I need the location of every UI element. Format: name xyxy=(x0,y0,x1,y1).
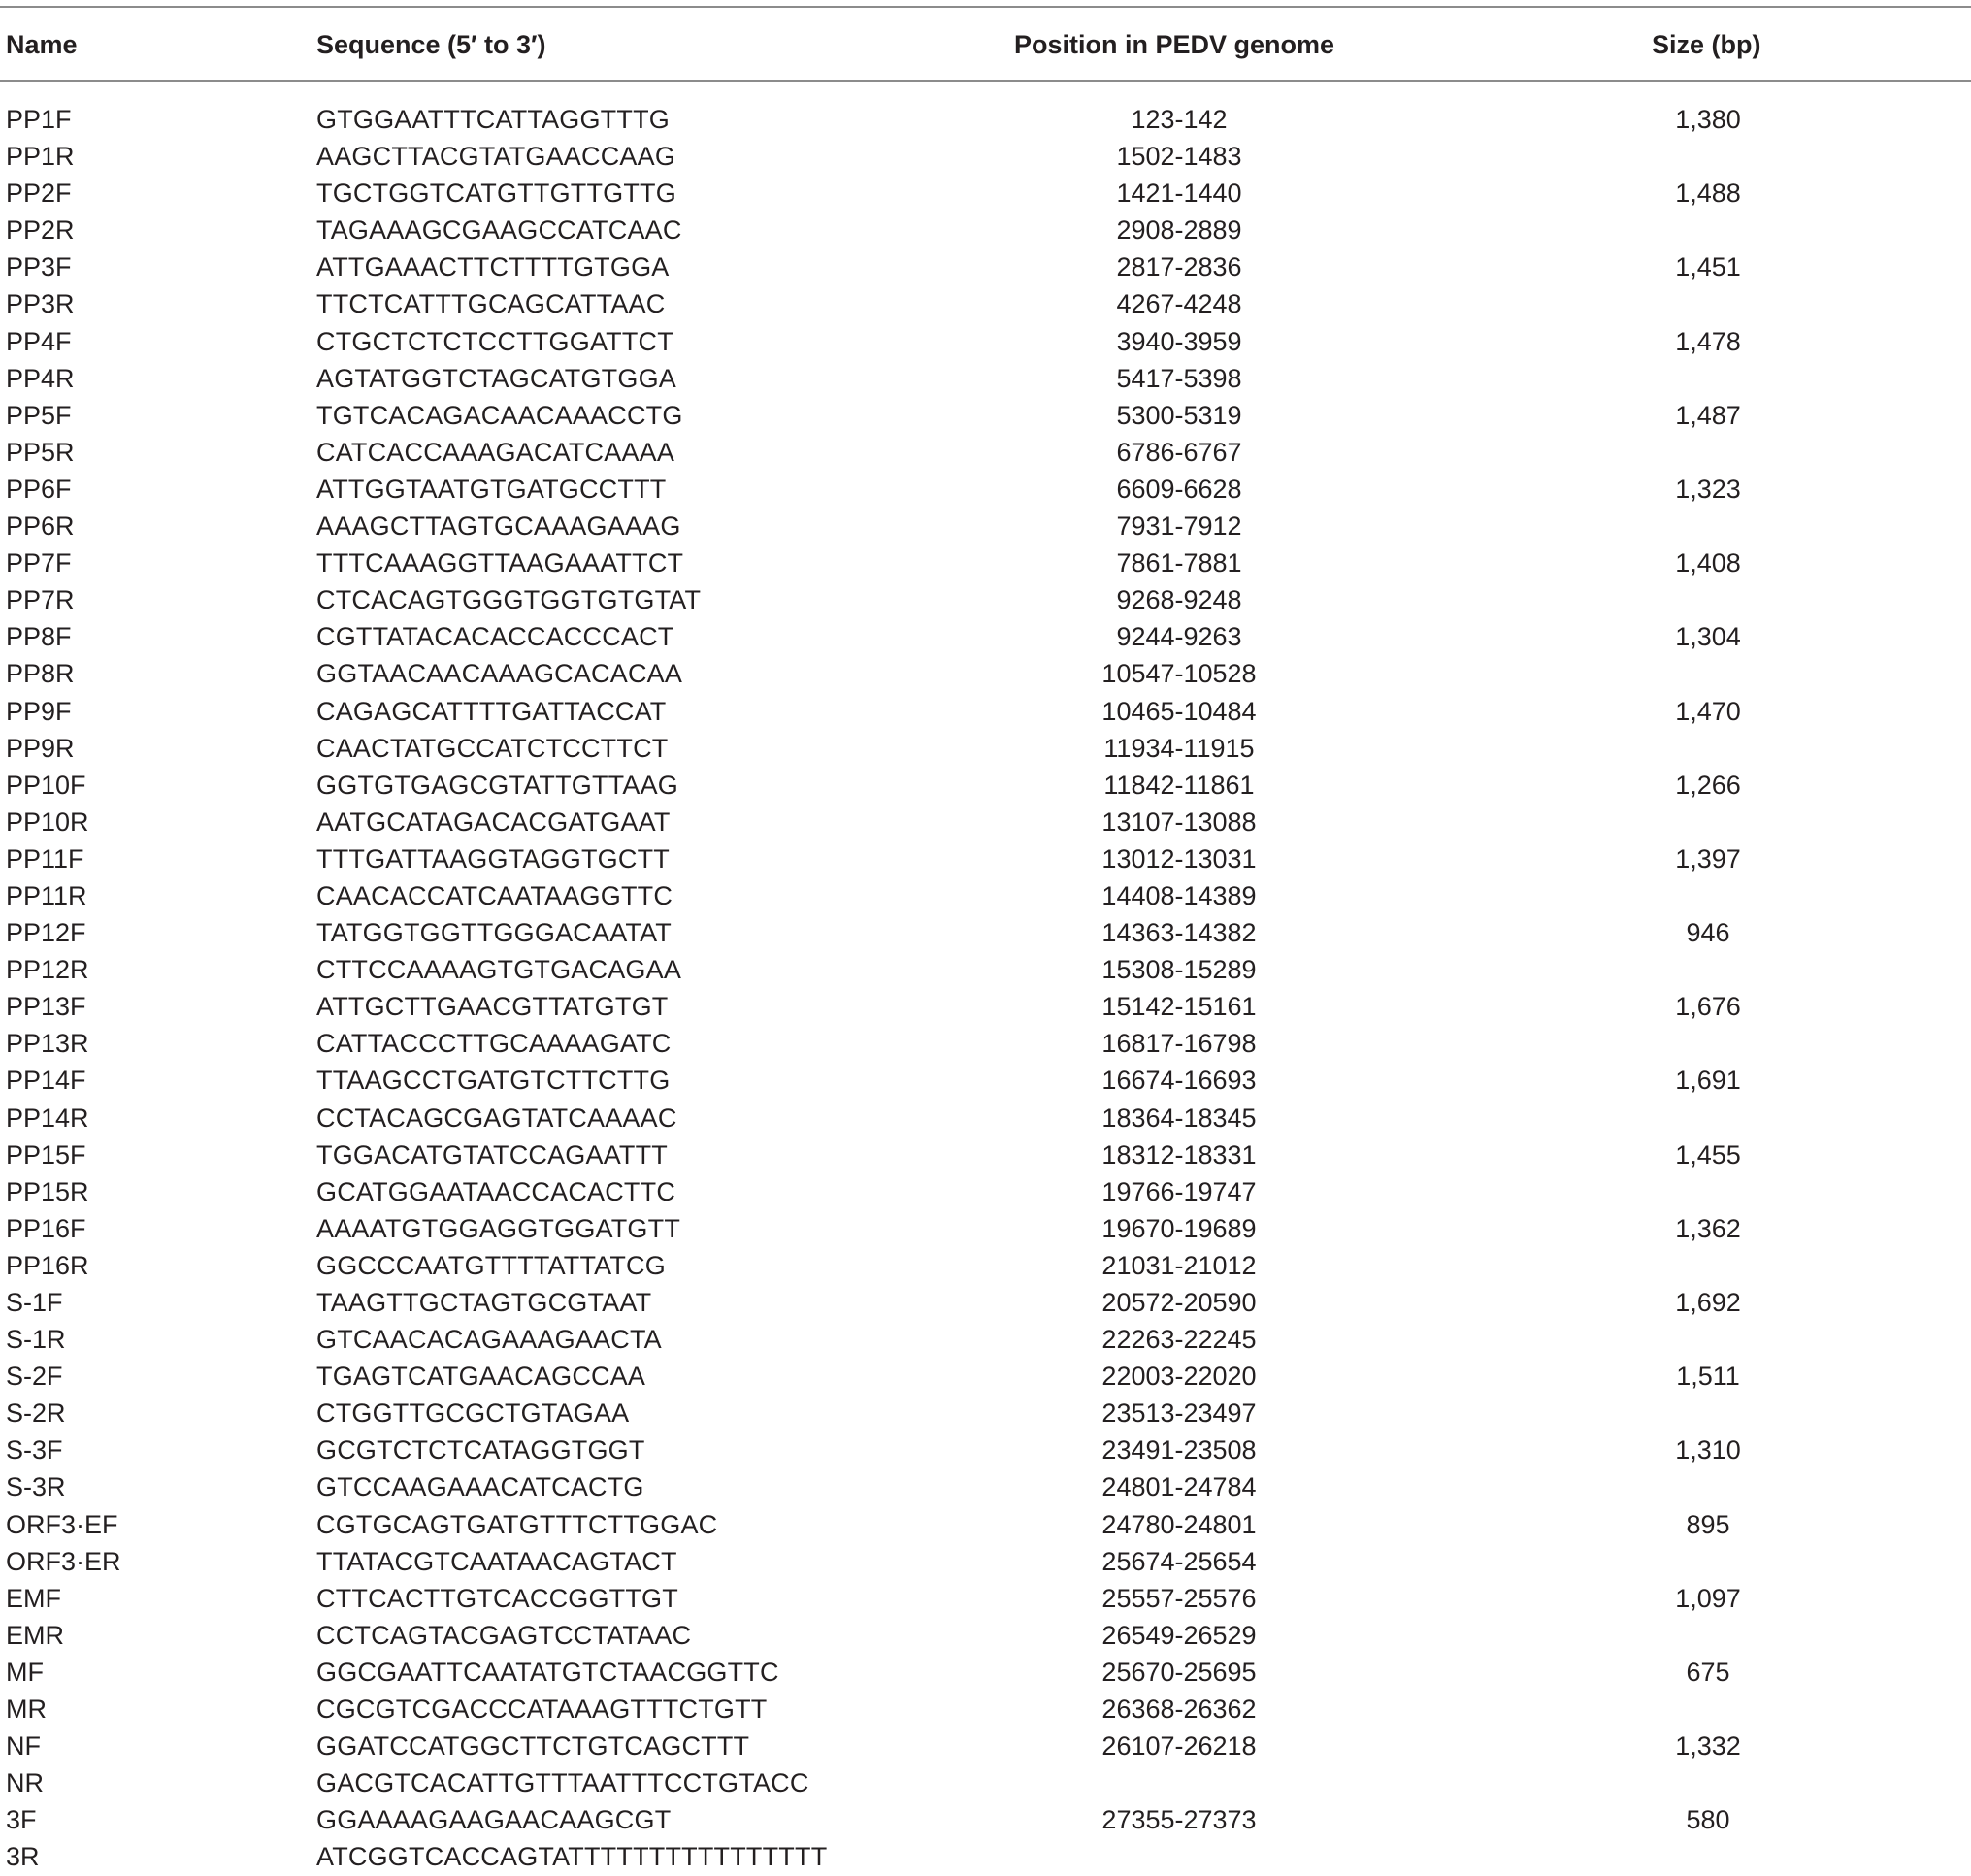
table-row xyxy=(0,1801,1971,1838)
genome-position: 18312-18331 xyxy=(1101,1139,1257,1169)
table-row xyxy=(0,212,1971,248)
table-row xyxy=(0,248,1971,285)
amplicon-size: 1,691 xyxy=(1675,1066,1741,1096)
genome-position: 15308-15289 xyxy=(1101,955,1257,985)
primer-sequence: CAACACCATCAATAAGGTTC xyxy=(316,880,673,910)
primer-sequence: GGAAAAGAAGAACAAGCGT xyxy=(316,1805,672,1835)
primer-sequence: GGATCCATGGCTTCTGTCAGCTTT xyxy=(316,1731,750,1761)
table-row xyxy=(0,618,1971,655)
genome-position: 5300-5319 xyxy=(1116,400,1242,430)
primer-name: S-2R xyxy=(6,1399,66,1429)
genome-position: 10465-10484 xyxy=(1101,696,1257,726)
primer-sequence: CGTGCAGTGATGTTTCTTGGAC xyxy=(316,1509,718,1539)
table-row xyxy=(0,1100,1971,1136)
table-row xyxy=(0,988,1971,1025)
genome-position: 25674-25654 xyxy=(1101,1546,1257,1576)
table-row xyxy=(0,360,1971,397)
table-row xyxy=(0,1838,1971,1875)
primer-sequence: GTCCAAGAAACATCACTG xyxy=(316,1472,644,1502)
table-header xyxy=(0,19,1971,70)
primer-name: NF xyxy=(6,1731,41,1761)
table-row xyxy=(0,323,1971,360)
genome-position: 7931-7912 xyxy=(1116,511,1242,542)
primer-name: PP9R xyxy=(6,733,75,763)
table-row xyxy=(0,397,1971,434)
genome-position: 2908-2889 xyxy=(1116,215,1242,246)
amplicon-size: 1,408 xyxy=(1675,548,1741,578)
amplicon-size: 1,362 xyxy=(1675,1213,1741,1243)
genome-position: 14408-14389 xyxy=(1101,880,1257,910)
primer-name: PP6R xyxy=(6,511,75,542)
primer-name: PP12R xyxy=(6,955,89,985)
genome-position: 24780-24801 xyxy=(1101,1509,1257,1539)
primer-name: EMF xyxy=(6,1583,61,1613)
primer-name: S-1F xyxy=(6,1288,63,1317)
amplicon-size: 1,488 xyxy=(1675,179,1741,209)
primer-name: PP5F xyxy=(6,400,72,430)
genome-position: 19670-19689 xyxy=(1101,1213,1257,1243)
table-row xyxy=(0,1358,1971,1395)
amplicon-size: 1,380 xyxy=(1675,105,1741,134)
primer-name: PP13R xyxy=(6,1029,89,1059)
genome-position: 26107-26218 xyxy=(1101,1731,1257,1761)
primer-sequence: CCTCAGTACGAGTCCTATAAC xyxy=(316,1620,692,1650)
table-row xyxy=(0,730,1971,767)
genome-position: 13012-13031 xyxy=(1101,843,1257,873)
header-name: Name xyxy=(6,30,78,59)
primer-name: PP10F xyxy=(6,770,86,800)
primer-sequence: CTTCACTTGTCACCGGTTGT xyxy=(316,1583,678,1613)
primer-sequence: AAAATGTGGAGGTGGATGTT xyxy=(316,1213,681,1243)
amplicon-size: 1,304 xyxy=(1675,622,1741,652)
primer-name: PP4R xyxy=(6,363,75,393)
amplicon-size: 946 xyxy=(1686,918,1730,948)
table-row xyxy=(0,1764,1971,1801)
primer-sequence: CTGGTTGCGCTGTAGAA xyxy=(316,1399,630,1429)
primer-sequence: TTTGATTAAGGTAGGTGCTT xyxy=(316,843,670,873)
amplicon-size: 1,332 xyxy=(1675,1731,1741,1761)
primer-sequence: TGAGTCATGAACAGCCAA xyxy=(316,1362,646,1392)
table-row xyxy=(0,1136,1971,1173)
genome-position: 25670-25695 xyxy=(1101,1657,1257,1687)
table-row xyxy=(0,951,1971,988)
table-row xyxy=(0,1543,1971,1580)
primer-name: PP11R xyxy=(6,880,87,910)
primer-sequence: CCTACAGCGAGTATCAAAAC xyxy=(316,1103,677,1133)
table-row xyxy=(0,1173,1971,1210)
primer-sequence: GACGTCACATTGTTTAATTTCCTGTACC xyxy=(316,1768,809,1798)
genome-position: 14363-14382 xyxy=(1101,918,1257,948)
genome-position: 3940-3959 xyxy=(1116,326,1242,356)
primer-sequence: CAGAGCATTTTGATTACCAT xyxy=(316,696,667,726)
table-row xyxy=(0,1506,1971,1543)
primer-name: PP11F xyxy=(6,843,84,873)
primer-name: PP14R xyxy=(6,1103,89,1133)
primer-name: S-3F xyxy=(6,1435,63,1465)
genome-position: 10547-10528 xyxy=(1101,659,1257,689)
amplicon-size: 1,266 xyxy=(1675,770,1741,800)
primer-sequence: GGTGTGAGCGTATTGTTAAG xyxy=(316,770,678,800)
table-row xyxy=(0,1284,1971,1321)
amplicon-size: 1,097 xyxy=(1675,1583,1741,1613)
primer-sequence: CGTTATACACACCACCCACT xyxy=(316,622,674,652)
table-row xyxy=(0,877,1971,914)
primer-sequence: AAGCTTACGTATGAACCAAG xyxy=(316,142,676,172)
genome-position: 6609-6628 xyxy=(1116,474,1242,504)
primer-name: PP15R xyxy=(6,1176,89,1206)
table-row xyxy=(0,508,1971,544)
genome-position: 2817-2836 xyxy=(1116,252,1242,282)
table-row xyxy=(0,471,1971,508)
primer-sequence: AGTATGGTCTAGCATGTGGA xyxy=(316,363,676,393)
primer-name: S-1R xyxy=(6,1325,66,1355)
primer-name: PP16R xyxy=(6,1250,89,1280)
primer-name: PP13F xyxy=(6,992,86,1022)
amplicon-size: 1,455 xyxy=(1675,1139,1741,1169)
header-position: Position in PEDV genome xyxy=(1014,30,1335,59)
primer-sequence: AATGCATAGACACGATGAAT xyxy=(316,806,671,837)
genome-position: 11934-11915 xyxy=(1103,733,1255,763)
primer-name: EMR xyxy=(6,1620,64,1650)
primer-name: PP3R xyxy=(6,289,75,319)
table-row xyxy=(0,840,1971,877)
primer-sequence: CATTACCCTTGCAAAAGATC xyxy=(316,1029,672,1059)
amplicon-size: 1,451 xyxy=(1675,252,1741,282)
primer-sequence: CTGCTCTCTCCTTGGATTCT xyxy=(316,326,673,356)
primer-name: PP14F xyxy=(6,1066,86,1096)
genome-position: 4267-4248 xyxy=(1116,289,1242,319)
table-row xyxy=(0,138,1971,175)
table-row xyxy=(0,544,1971,581)
genome-position: 20572-20590 xyxy=(1101,1288,1257,1317)
table-body xyxy=(0,101,1971,1876)
primer-sequence: TAAGTTGCTAGTGCGTAAT xyxy=(316,1288,652,1317)
primer-sequence: TATGGTGGTTGGGACAATAT xyxy=(316,918,672,948)
header-rule xyxy=(0,80,1971,82)
table-row xyxy=(0,1210,1971,1247)
primer-sequence: TAGAAAGCGAAGCCATCAAC xyxy=(316,215,682,246)
primer-sequence: ATTGGTAATGTGATGCCTTT xyxy=(316,474,667,504)
genome-position: 7861-7881 xyxy=(1116,548,1242,578)
primer-name: PP9F xyxy=(6,696,72,726)
amplicon-size: 1,692 xyxy=(1675,1288,1741,1317)
primer-name: MR xyxy=(6,1695,47,1725)
primer-sequence: CATCACCAAAGACATCAAAA xyxy=(316,437,675,467)
genome-position: 16817-16798 xyxy=(1101,1029,1257,1059)
primer-sequence: GCGTCTCTCATAGGTGGT xyxy=(316,1435,645,1465)
primer-name: PP7R xyxy=(6,585,75,615)
table-row xyxy=(0,1654,1971,1691)
genome-position: 23513-23497 xyxy=(1101,1399,1257,1429)
table-row xyxy=(0,693,1971,730)
genome-position: 9244-9263 xyxy=(1116,622,1242,652)
genome-position: 23491-23508 xyxy=(1101,1435,1257,1465)
header-sequence: Sequence (5′ to 3′) xyxy=(316,30,546,59)
genome-position: 19766-19747 xyxy=(1101,1176,1257,1206)
table-row xyxy=(0,655,1971,692)
genome-position: 26549-26529 xyxy=(1101,1620,1257,1650)
primer-name: PP7F xyxy=(6,548,72,578)
primer-sequence: TGGACATGTATCCAGAATTT xyxy=(316,1139,668,1169)
amplicon-size: 1,310 xyxy=(1675,1435,1741,1465)
table-row xyxy=(0,434,1971,471)
table-row xyxy=(0,1432,1971,1468)
top-rule xyxy=(0,6,1971,8)
primer-sequence: ATTGCTTGAACGTTATGTGT xyxy=(316,992,669,1022)
primer-name: PP6F xyxy=(6,474,72,504)
primer-name: PP10R xyxy=(6,806,89,837)
genome-position: 18364-18345 xyxy=(1101,1103,1257,1133)
primer-sequence: TGTCACAGACAACAAACCTG xyxy=(316,400,683,430)
table-row xyxy=(0,285,1971,322)
table-row xyxy=(0,1617,1971,1654)
primer-sequence: GTGGAATTTCATTAGGTTTG xyxy=(316,105,670,134)
primer-sequence: GGCCCAATGTTTTATTATCG xyxy=(316,1250,666,1280)
table-row xyxy=(0,1728,1971,1764)
table-row xyxy=(0,1468,1971,1505)
table-row xyxy=(0,1062,1971,1099)
primer-sequence: GCATGGAATAACCACACTTC xyxy=(316,1176,676,1206)
genome-position: 9268-9248 xyxy=(1116,585,1242,615)
primer-name: PP8R xyxy=(6,659,75,689)
primer-name: PP2R xyxy=(6,215,75,246)
amplicon-size: 1,487 xyxy=(1675,400,1741,430)
genome-position: 1502-1483 xyxy=(1116,142,1242,172)
table-row xyxy=(0,1580,1971,1617)
genome-position: 11842-11861 xyxy=(1103,770,1255,800)
primer-sequence: GGCGAATTCAATATGTCTAACGGTTC xyxy=(316,1657,779,1687)
amplicon-size: 895 xyxy=(1686,1509,1730,1539)
genome-position: 24801-24784 xyxy=(1101,1472,1257,1502)
primer-name: 3R xyxy=(6,1842,40,1872)
primer-name: ORF3·ER xyxy=(6,1546,121,1576)
table-row xyxy=(0,1321,1971,1358)
primer-name: 3F xyxy=(6,1805,37,1835)
genome-position: 15142-15161 xyxy=(1101,992,1257,1022)
genome-position: 22263-22245 xyxy=(1101,1325,1257,1355)
table-row xyxy=(0,804,1971,840)
primer-name: PP4F xyxy=(6,326,72,356)
primer-name: PP12F xyxy=(6,918,86,948)
primer-name: PP8F xyxy=(6,622,72,652)
primer-name: PP1F xyxy=(6,105,72,134)
table-row xyxy=(0,767,1971,804)
primer-sequence: CAACTATGCCATCTCCTTCT xyxy=(316,733,669,763)
genome-position: 6786-6767 xyxy=(1116,437,1242,467)
primer-sequence: TTCTCATTTGCAGCATTAAC xyxy=(316,289,666,319)
amplicon-size: 1,478 xyxy=(1675,326,1741,356)
table-row xyxy=(0,1691,1971,1728)
amplicon-size: 1,323 xyxy=(1675,474,1741,504)
genome-position: 26368-26362 xyxy=(1101,1695,1257,1725)
table-row xyxy=(0,1247,1971,1284)
table-row xyxy=(0,101,1971,138)
header-size: Size (bp) xyxy=(1652,30,1761,59)
primer-sequence: AAAGCTTAGTGCAAAGAAAG xyxy=(316,511,681,542)
primer-sequence: CTTCCAAAAGTGTGACAGAA xyxy=(316,955,682,985)
genome-position: 1421-1440 xyxy=(1116,179,1242,209)
table-row xyxy=(0,1025,1971,1062)
genome-position: 13107-13088 xyxy=(1101,806,1257,837)
table-row xyxy=(0,914,1971,951)
primer-name: PP16F xyxy=(6,1213,86,1243)
primer-name: PP3F xyxy=(6,252,72,282)
genome-position: 27355-27373 xyxy=(1101,1805,1257,1835)
primer-name: NR xyxy=(6,1768,44,1798)
primer-sequence: TTTCAAAGGTTAAGAAATTCT xyxy=(316,548,684,578)
primer-sequence: ATTGAAACTTCTTTTGTGGA xyxy=(316,252,670,282)
amplicon-size: 1,511 xyxy=(1676,1362,1740,1392)
primer-sequence: GTCAACACAGAAAGAACTA xyxy=(316,1325,662,1355)
primer-name: PP15F xyxy=(6,1139,86,1169)
primer-name: PP2F xyxy=(6,179,72,209)
primer-sequence: GGTAACAACAAAGCACACAA xyxy=(316,659,683,689)
primer-name: MF xyxy=(6,1657,44,1687)
primer-sequence: CGCGTCGACCCATAAAGTTTCTGTT xyxy=(316,1695,768,1725)
primer-sequence: TTAAGCCTGATGTCTTCTTG xyxy=(316,1066,671,1096)
primer-sequence: TGCTGGTCATGTTGTTGTTG xyxy=(316,179,676,209)
primer-name: S-3R xyxy=(6,1472,66,1502)
genome-position: 5417-5398 xyxy=(1116,363,1242,393)
primer-sequence: ATCGGTCACCAGTATTTTTTTTTTTTTTTT xyxy=(316,1842,828,1872)
genome-position: 123-142 xyxy=(1131,105,1228,134)
amplicon-size: 1,676 xyxy=(1675,992,1741,1022)
amplicon-size: 675 xyxy=(1686,1657,1730,1687)
primer-name: PP5R xyxy=(6,437,75,467)
genome-position: 16674-16693 xyxy=(1101,1066,1257,1096)
genome-position: 25557-25576 xyxy=(1101,1583,1257,1613)
primer-name: ORF3·EF xyxy=(6,1509,118,1539)
genome-position: 22003-22020 xyxy=(1101,1362,1257,1392)
amplicon-size: 1,470 xyxy=(1675,696,1741,726)
table-row xyxy=(0,1395,1971,1432)
primer-sequence: TTATACGTCAATAACAGTACT xyxy=(316,1546,677,1576)
primer-name: S-2F xyxy=(6,1362,63,1392)
primer-name: PP1R xyxy=(6,142,75,172)
primer-sequence: CTCACAGTGGGTGGTGTGTAT xyxy=(316,585,702,615)
table-row xyxy=(0,581,1971,618)
amplicon-size: 1,397 xyxy=(1675,843,1741,873)
genome-position: 21031-21012 xyxy=(1101,1250,1257,1280)
table-row xyxy=(0,175,1971,212)
amplicon-size: 580 xyxy=(1686,1805,1730,1835)
